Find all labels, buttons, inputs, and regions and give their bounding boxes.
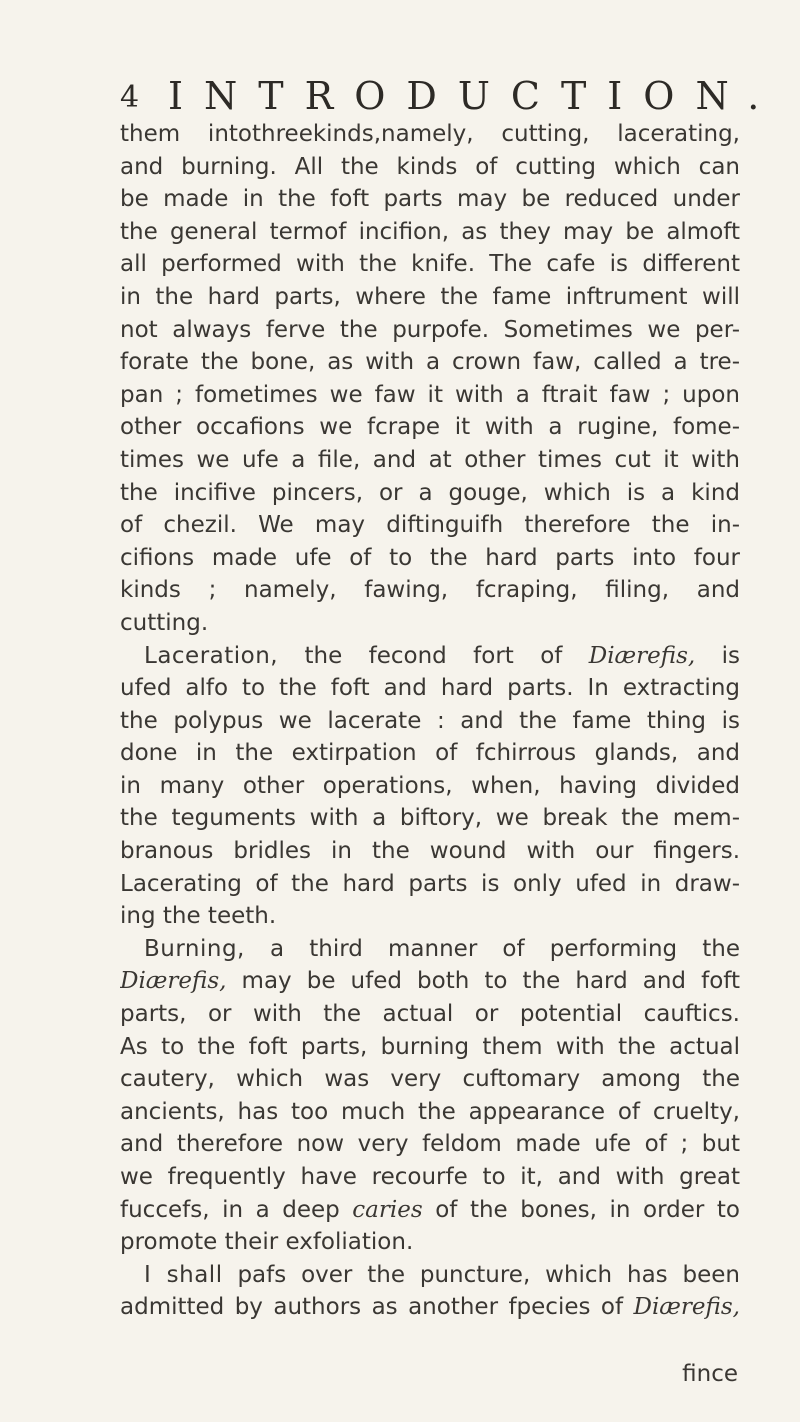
section-lead: Burning, — [144, 935, 245, 962]
text-line: cutting. — [120, 609, 209, 636]
text-run: of the bones, in order to — [422, 1196, 740, 1223]
italic-term: Diærefis, — [633, 1294, 740, 1321]
text-line: kinds ; namely, fawing, fcraping, filing, and — [120, 577, 740, 604]
text-line: not always ferve the purpofe. Sometimes we per- — [120, 316, 740, 343]
text-line: ancients, has too much the appearance of cruelty, — [120, 1098, 740, 1125]
paragraph-first-line — [120, 933, 740, 966]
page-number: 4 — [120, 80, 140, 115]
text-line: we frequently have recourfe to it, and with great — [120, 1164, 740, 1190]
text-line: in the hard parts, where the fame inftrument will — [120, 283, 740, 310]
text-line: them intothreekinds,namely, cutting, lacerating, — [120, 121, 740, 147]
text-line: other occafions we fcrape it with a rugine, fome- — [120, 414, 740, 441]
text-line: As to the foft parts, burning them with the actual — [120, 1033, 740, 1060]
catchword: fince — [682, 1361, 738, 1387]
text-line: ing the teeth. — [120, 903, 277, 930]
section-lead: I shall — [144, 1261, 223, 1288]
text-run: the fecond fort of — [278, 642, 589, 669]
text-line: Lacerating of the hard parts is only ufed in draw- — [120, 870, 740, 897]
text-line: the general termof incifion, as they may be almoft — [120, 218, 740, 245]
text-line: be made in the foft parts may be reduced under — [120, 186, 740, 213]
text-run: admitted by authors as another fpecies of — [120, 1294, 634, 1321]
text-run: is — [695, 642, 740, 669]
text-line: of chezil. We may diftinguifh therefore the in- — [120, 512, 740, 539]
text-line — [120, 965, 740, 998]
text-line: and burning. All the kinds of cutting which can — [120, 153, 740, 180]
text-line: parts, or with the actual or potential cauftics. — [120, 1001, 740, 1028]
text-line: times we ufe a file, and at other times cut it with — [120, 446, 740, 473]
text-line: all performed with the knife. The cafe is different — [120, 251, 740, 278]
text-line: forate the bone, as with a crown faw, called a tre- — [120, 349, 740, 376]
text-line: in many other operations, when, having divided — [120, 772, 740, 799]
text-run: pafs over the puncture, which has been — [222, 1261, 740, 1288]
text-line — [120, 1194, 740, 1227]
text-line: done in the extirpation of fchirrous glands, and — [120, 740, 740, 767]
section-lead: Laceration, — [144, 642, 279, 669]
italic-term: Diærefis, — [120, 968, 227, 995]
text-run: may be ufed both to the hard and foft — [226, 968, 740, 995]
running-head — [120, 74, 781, 120]
italic-term: caries — [352, 1196, 423, 1223]
text-line: pan ; fometimes we faw it with a ftrait faw ; upon — [120, 381, 740, 408]
text-run: fuccefs, in a deep — [120, 1196, 353, 1223]
text-line: cautery, which was very cuftomary among the — [120, 1066, 740, 1093]
text-run: a third manner of performing the — [244, 935, 740, 962]
text-line — [120, 1291, 740, 1324]
italic-term: Diærefis, — [588, 642, 696, 669]
text-line: ufed alfo to the foft and hard parts. In extracting — [120, 675, 740, 702]
text-line: branous bridles in the wound with our fingers. — [120, 838, 740, 865]
body-text — [120, 118, 740, 1324]
text-line: cifions made ufe of to the hard parts into four — [120, 544, 740, 571]
text-line: the teguments with a biftory, we break the mem- — [120, 805, 740, 832]
paragraph-first-line — [120, 640, 740, 673]
text-line: promote their exfoliation. — [120, 1229, 414, 1256]
running-title: INTRODUCTION. — [168, 74, 781, 118]
text-line: the polypus we lacerate : and the fame thing is — [120, 707, 740, 734]
paragraph-first-line — [120, 1259, 740, 1292]
text-line: the incifive pincers, or a gouge, which is a kind — [120, 479, 740, 506]
text-line: and therefore now very feldom made ufe of ; but — [120, 1131, 740, 1158]
